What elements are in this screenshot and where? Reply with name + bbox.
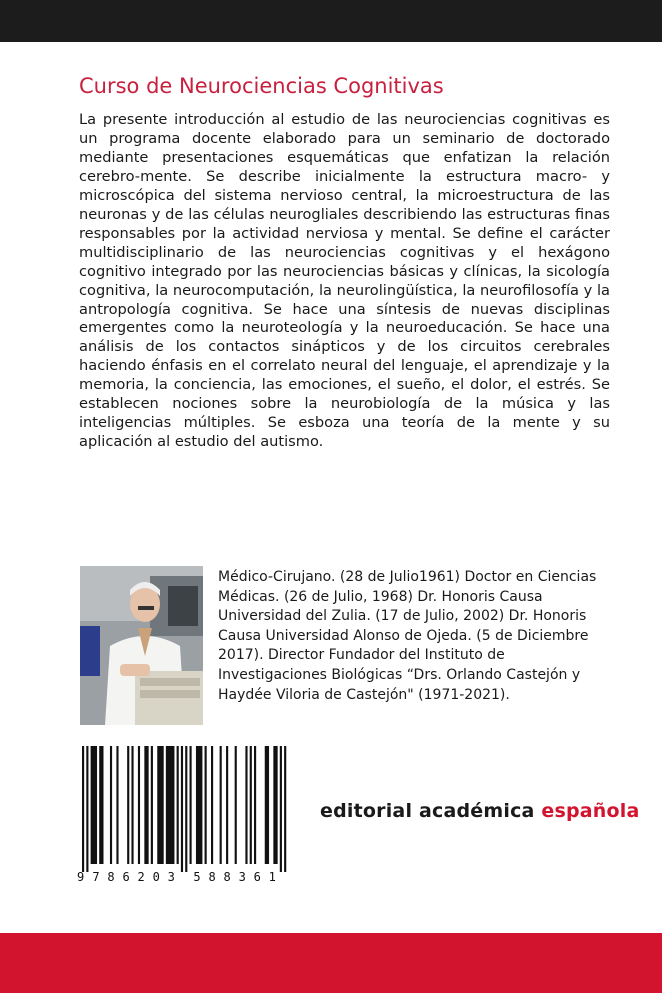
barcode-digit: 5	[193, 870, 201, 884]
barcode-bar	[181, 746, 183, 872]
author-photo	[80, 566, 203, 725]
top-band	[0, 0, 662, 42]
barcode-bar	[205, 746, 207, 864]
publisher-primary-text: editorial académica	[320, 800, 535, 822]
barcode-digit: 6	[122, 870, 130, 884]
barcode-bar	[190, 746, 192, 864]
barcode-digit: 6	[253, 870, 261, 884]
barcode-bar	[265, 746, 269, 864]
barcode-digit: 8	[223, 870, 231, 884]
barcode-bar	[91, 746, 97, 864]
barcode-bar	[226, 746, 228, 864]
barcode-bar	[220, 746, 222, 864]
book-title: Curso de Neurociencias Cognitivas	[79, 74, 444, 98]
barcode-digit: 8	[208, 870, 216, 884]
barcode-bar	[144, 746, 148, 864]
barcode-digit: 2	[137, 870, 145, 884]
barcode-digit: 0	[152, 870, 160, 884]
barcode-icon	[75, 744, 297, 888]
barcode-digit: 9	[77, 870, 85, 884]
barcode-bar	[284, 746, 286, 872]
publisher-logo	[320, 800, 640, 822]
barcode-bar	[157, 746, 163, 864]
barcode-bar	[211, 746, 213, 864]
barcode-bar	[245, 746, 247, 864]
barcode-digit: 3	[167, 870, 175, 884]
barcode-bar	[110, 746, 112, 864]
barcode-digit: 7	[92, 870, 100, 884]
barcode-bar	[250, 746, 252, 864]
barcode-bar	[166, 746, 175, 864]
publisher-accent-text: española	[541, 800, 640, 822]
barcode-bar	[86, 746, 88, 872]
barcode-bar	[131, 746, 133, 864]
barcode-bar	[127, 746, 129, 864]
barcode-bar	[116, 746, 118, 864]
barcode-bar	[273, 746, 277, 864]
barcode-bar	[138, 746, 140, 864]
barcode-digit: 8	[107, 870, 115, 884]
barcode-bar	[82, 746, 84, 872]
barcode-bar	[254, 746, 256, 864]
barcode-digit: 1	[268, 870, 276, 884]
barcode-bar	[151, 746, 153, 864]
barcode-bar	[177, 746, 179, 864]
barcode-digit: 3	[238, 870, 246, 884]
author-bio: Médico-Cirujano. (28 de Julio1961) Doctor en Ciencias Médicas. (26 de Julio, 1968) Dr. Honoris Causa Universidad del Zulia. (17 de Julio, 2002) Dr. Honoris Causa Universidad Alonso de Ojeda. (5 de Diciembre 2017). Director Fundador del Instituto de Investigaciones Biológicas “Drs. Orlando Castejón y Haydée Viloria de Castejón" (1971-2021).	[218, 569, 597, 703]
bottom-band	[0, 933, 662, 993]
barcode-bar	[235, 746, 237, 864]
barcode-bar	[99, 746, 103, 864]
barcode-bar	[185, 746, 187, 872]
book-abstract: La presente introducción al estudio de las neurociencias cognitivas es un programa docente elaborado para un seminario de doctorado mediante presentaciones esquemáticas que enfatizan la relación cerebro-mente. Se describe inicialmente la estructura macro- y microscópica del sistema nervioso central, la microestructura de las neuronas y de las células neurogliales describiendo las estructuras finas responsables por la actividad nerviosa y mental. Se define el carácter multidisciplinario de las neurociencias cognitivas y el hexágono cognitivo integrado por las neurociencias básicas y clínicas, la sicología cognitiva, la neurocomputación, la neurolingüística, la neurofilosofía y la antropología cognitiva. Se hace una síntesis de nuevas disciplinas emergentes como la neuroteología y la neuroeducación. Se hace una análisis de los contactos sinápticos y de los circuitos cerebrales haciendo énfasis en el correlato neural del lenguaje, el aprendizaje y la memoria, la conciencia, las emociones, el sueño, el dolor, el estrés. Se establecen nociones sobre la neurobiología de la música y las inteligencias múltiples. Se esboza una teoría de la mente y su aplicación al estudio del autismo.	[79, 111, 610, 451]
barcode-bar	[280, 746, 282, 872]
barcode-bar	[196, 746, 202, 864]
